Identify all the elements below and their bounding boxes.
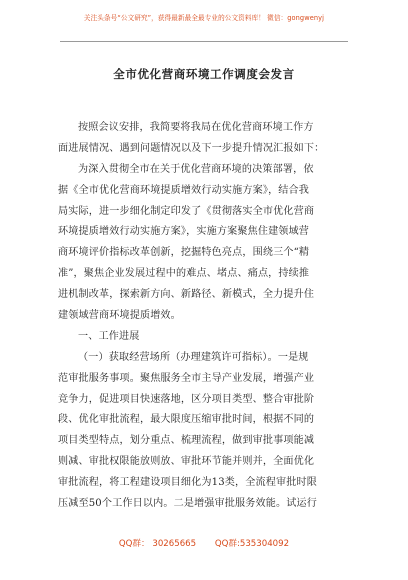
footer bbox=[0, 537, 408, 549]
body-line: 压减至50个工作日以内。二是增强审批服务效能。试运行 bbox=[58, 498, 317, 510]
body-line: 审批流程，将工程建设项目细化为13类，全流程审批时限 bbox=[58, 477, 317, 489]
body-line: 为深入贯彻全市在关于优化营商环境的决策部署，依 bbox=[78, 163, 314, 175]
footer-qq-group-1: QQ群： 30265665 bbox=[118, 539, 197, 549]
body-line: 面进展情况、遇到问题情况以及下一步提升情况汇报如下： bbox=[58, 142, 325, 154]
body-line: 建领域营商环境提质增效。 bbox=[58, 310, 181, 322]
body-line: 局实际，进一步细化制定印发了《贯彻落实全市优化营商 bbox=[58, 205, 315, 217]
body-line: 按照会议安排，我简要将我局在优化营商环境工作方 bbox=[78, 122, 314, 133]
body-line: 环境提质增效行动实施方案》，实施方案聚焦住建领域营 bbox=[58, 226, 310, 238]
body-line: 商环境评价指标改革创新，挖掘特色亮点，围绕三个“精 bbox=[58, 247, 310, 259]
body-line: 范审批服务事项。聚焦服务全市主导产业发展，增强产业 bbox=[58, 372, 315, 384]
body-line: 则减、审批权限能放则放、审批环节能并则并，全面优化 bbox=[58, 456, 315, 468]
body-line: 段、优化审批流程，最大限度压缩审批时间，根据不同的 bbox=[58, 414, 315, 426]
body-line: 进机制改革，探索新方向、新路径、新模式，全力提升住 bbox=[58, 289, 315, 301]
body-line: 项目类型特点，划分重点、梳理流程，做到审批事项能减 bbox=[58, 435, 315, 447]
header-banner: 关注头条号“公文研究”，获得最新最全最专业的公文资料库！ 微信：gongwenyj bbox=[83, 14, 325, 22]
document-body bbox=[58, 118, 354, 515]
body-line: 据《全市优化营商环境提质增效行动实施方案》，结合我 bbox=[58, 184, 310, 196]
document-title: 全市优化营商环境工作调度会发言 bbox=[113, 67, 295, 81]
body-line: （一）获取经营场所（办理建筑许可指标）。一是规 bbox=[78, 351, 309, 363]
footer-qq-group-2: QQ群:535304092 bbox=[214, 539, 290, 549]
body-line: 一、工作进展 bbox=[78, 330, 140, 342]
body-line: 竞争力，促进项目快速落地，区分项目类型、整合审批阶 bbox=[58, 393, 315, 405]
header-divider bbox=[60, 41, 348, 42]
body-line: 准”，聚焦企业发展过程中的难点、堵点、痛点，持续推 bbox=[58, 268, 310, 280]
